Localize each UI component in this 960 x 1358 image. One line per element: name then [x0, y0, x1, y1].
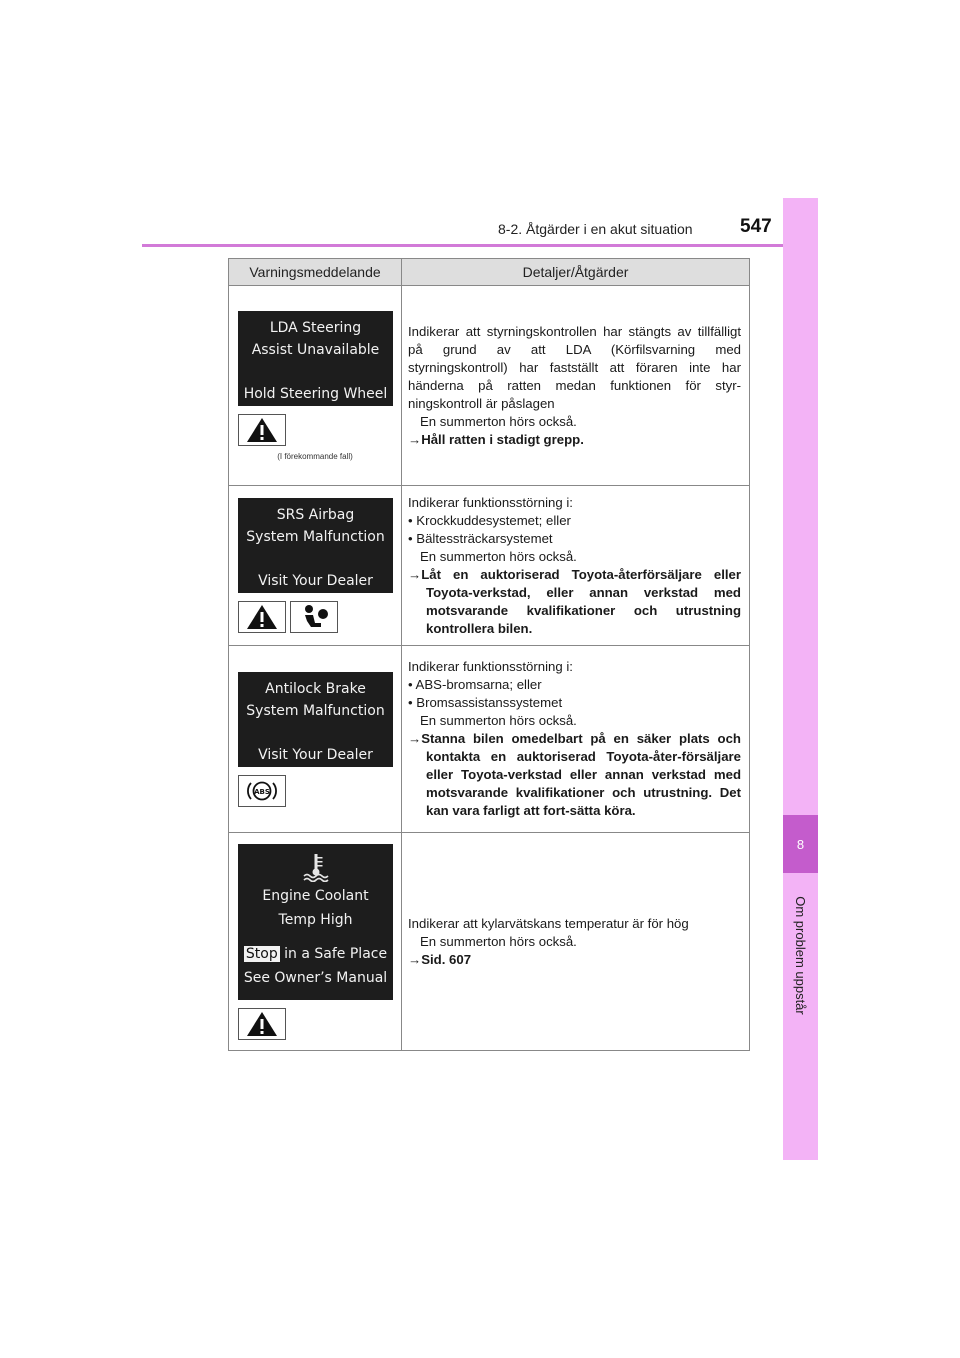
buzzer-note: En summerton hörs också. [420, 548, 577, 564]
section-title: 8-2. Åtgärder i en akut situation [498, 221, 693, 237]
details-cell [402, 646, 750, 833]
chapter-number: 8 [796, 836, 805, 852]
column-header-details: Detaljer/Åtgärder [402, 259, 750, 286]
abs-warning-icon [238, 775, 286, 807]
chapter-number-tab[interactable] [783, 815, 818, 873]
details-cell [402, 833, 750, 1051]
screen-line: Assist Unavailable [251, 341, 380, 358]
screen-line: LDA Steering [269, 319, 362, 336]
buzzer-note: En summerton hörs också. [420, 413, 577, 429]
description-text: Indikerar funktionsstörning i: [408, 494, 573, 510]
bullet-item: • Krockkuddesystemet; eller [408, 512, 571, 528]
details-cell [402, 286, 750, 486]
srs-airbag-icon [290, 601, 338, 633]
icon-row [238, 1008, 401, 1040]
buzzer-note: En summerton hörs också. [420, 933, 577, 949]
message-cell [229, 833, 402, 1051]
warning-triangle-icon [238, 414, 286, 446]
screen-line: SRS Airbag [276, 507, 355, 523]
screen-line: Engine Coolant [262, 887, 369, 904]
screen-line: Temp High [278, 911, 353, 928]
screen-line: Visit Your Dealer [258, 573, 373, 589]
screen-line-rest: in a Safe Place [279, 945, 388, 962]
warning-message-table [228, 258, 750, 1051]
icon-row [238, 414, 401, 446]
bullet-item: • Bromsassistanssystemet [408, 695, 563, 710]
message-cell [229, 486, 402, 646]
table-header-row [229, 259, 750, 286]
action-text: →Låt en auktoriserad Toyota-återförsäljare eller Toyota-verkstad, eller annan verkstad med motsvarande kvalifikationer och utrustning kontrollera bilen. [408, 566, 741, 636]
screen-line: System Malfunction [246, 529, 385, 545]
table-row [229, 833, 750, 1051]
details-cell [402, 486, 750, 646]
coolant-temp-icon [238, 850, 393, 884]
bullet-item: • ABS-bromsarna; eller [408, 677, 542, 692]
action-text: →Stanna bilen omedelbart på en säker plats och kontakta en auktoriserad Toyota-åter-försäljare eller Toyota-verkstad eller annan verkstad med motsvarande kvalifikationer och utrustning. Det kan vara farligt att fort-sätta köra. [408, 731, 741, 818]
description-text: Indikerar att kylarvätskans temperatur är för hög [408, 915, 689, 931]
table-row [229, 646, 750, 833]
table-row [229, 486, 750, 646]
chapter-label: Om problem uppstår [793, 895, 808, 1015]
stop-highlight: Stop [245, 945, 278, 962]
table-row [229, 286, 750, 486]
header-rule [142, 244, 818, 247]
warning-triangle-icon [238, 1008, 286, 1040]
description-text: Indikerar funktionsstörning i: [408, 659, 573, 674]
action-text: →Håll ratten i stadigt grepp. [408, 431, 584, 447]
action-text: →Sid. 607 [408, 951, 472, 967]
screen-line [238, 942, 393, 966]
display-screen-lda [238, 311, 393, 406]
description-text: Indikerar att styrningskontrollen har stängts av tillfälligt på grund av att LDA (Körfilsvarning med styrningskontroll) har fastställt att föraren inte har händerna på ratten medan funktionen för styr-ningskontroll är påslagen [408, 323, 741, 411]
display-screen-coolant [238, 844, 393, 1000]
column-header-message: Varningsmeddelande [229, 259, 402, 286]
icon-row [238, 601, 401, 633]
applicability-note: (I förekommande fall) [277, 451, 353, 461]
chapter-label-tab [783, 880, 818, 1030]
buzzer-note: En summerton hörs också. [420, 713, 577, 728]
abs-icon-label: ABS [254, 787, 270, 796]
display-screen-abs [238, 672, 393, 767]
message-cell [229, 646, 402, 833]
warning-triangle-icon [238, 601, 286, 633]
icon-row [238, 775, 401, 807]
bullet-item: • Bältessträckarsystemet [408, 530, 553, 546]
screen-line: See Owner’s Manual [243, 969, 388, 986]
screen-line: Antilock Brake [265, 680, 366, 697]
screen-line: Visit Your Dealer [258, 746, 373, 763]
screen-line: System Malfunction [246, 702, 385, 719]
page-number: 547 [740, 216, 772, 237]
screen-line: Hold Steering Wheel [243, 385, 388, 402]
display-screen-srs [238, 498, 393, 593]
message-cell [229, 286, 402, 486]
